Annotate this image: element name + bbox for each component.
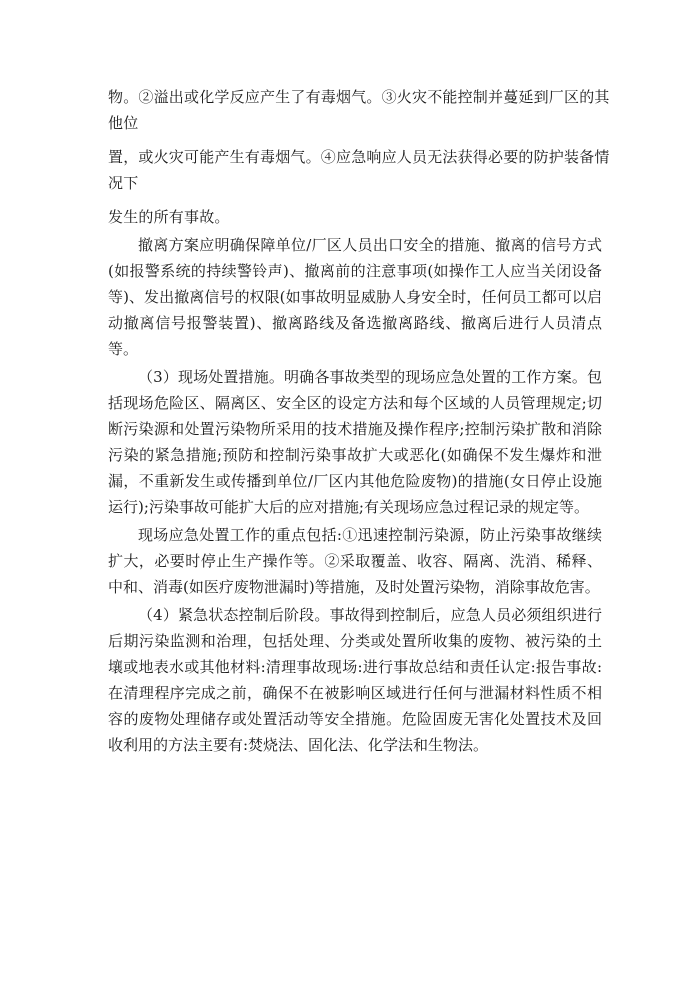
document-body (108, 84, 610, 758)
continuation-line: 发生的所有事故。 (108, 208, 230, 226)
paragraph-post-control: （4）紧急状态控制后阶段。事故得到控制后，应急人员必须组织进行后期污染监测和治理，包括处理、分类或处置所收集的废物、被污染的土壤或地表水或其他材料:清理事故现场:进行事故总结和责任认定:报告事故:在清理程序完成之前，确保不在被影响区域进行任何与泄漏材料性质不相容的废物处理储存或处置活动等安全措施。危险固废无害化处置技术及回收利用的方法主要有:焚烧法、固化法、化学法和生物法。 (108, 606, 602, 754)
continuation-line: 他位 (108, 114, 139, 132)
continuation-line: 置，或火灾可能产生有毒烟气。④应急响应人员无法获得必要的防护装备情 (108, 148, 610, 166)
paragraph-onsite-measures: （3）现场处置措施。明确各事故类型的现场应急处置的工作方案。包括现场危险区、隔离区、安全区的设定方法和每个区域的人员管理规定;切断污染源和处置污染物所采用的技术措施及操作程序;控制污染扩散和消除污染的紧急措施;预防和控制污染事故扩大或恶化(如确保不发生爆炸和泄漏，不重新发生或传播到单位/厂区内其他危险废物)的措施(女日停止设施运行);污染事故可能扩大后的应对措施;有关现场应急过程记录的规定等。 (108, 368, 602, 516)
continuation-line: 况下 (108, 174, 139, 192)
paragraph-key-points: 现场应急处置工作的重点包括:①迅速控制污染源，防止污染事故继续扩大，必要时停止生产操作等。②采取覆盖、收容、隔离、洗消、稀释、中和、消毒(如医疗废物泄漏时)等措施，及时处置污染物，消除事故危害。 (108, 526, 602, 596)
continuation-line: 物。②溢出或化学反应产生了有毒烟气。③火灾不能控制并蔓延到厂区的其 (108, 88, 610, 106)
paragraph-evacuation-plan: 撤离方案应明确保障单位/厂区人员出口安全的措施、撤离的信号方式(如报警系统的持续警铃声)、撤离前的注意事项(如操作工人应当关闭设备等)、发出撤离信号的权限(如事故明显威胁人身安全时，任何员工都可以启动撤离信号报警装置)、撤离路线及备选撤离路线、撤离后进行人员清点等。 (108, 236, 602, 358)
